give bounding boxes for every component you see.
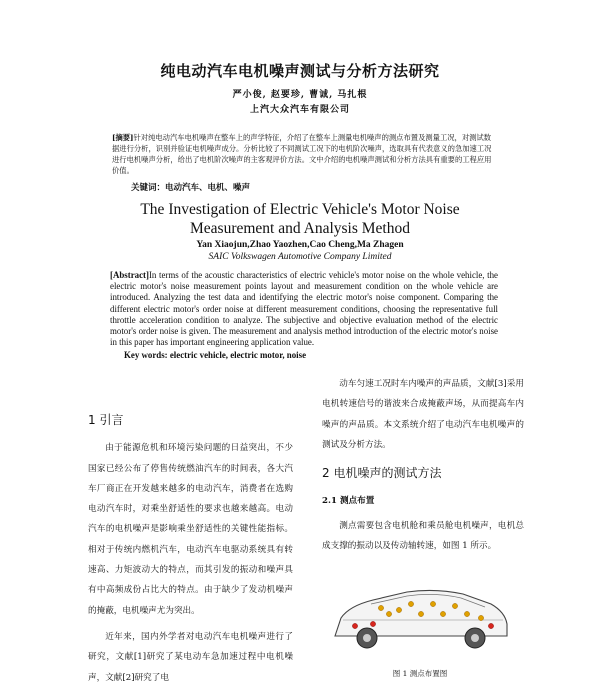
figure-1-caption: 图 1 测点布置图 — [392, 669, 448, 678]
section-1-heading: 1 引言 — [88, 413, 124, 427]
right-column-paragraph: 动车匀速工况时车内噪声的声品质，文献[3]采用电机转速信号的谐波来合成掩蔽声场，从而提高车内噪声的声品质。本文系统介绍了电动汽车电机噪声的测试及分析方法。 — [322, 379, 524, 450]
rear-wheel-hub — [471, 634, 479, 642]
chinese-abstract-text: 针对纯电动汽车电机噪声在整车上的声学特征，介绍了在整车上测量电机噪声的测点布置及测量工况，对测试数据进行分析，识别并验证电机噪声成分。分析比较了不同测试工况下的电机阶次噪声，选取具有代表意义的急加速工况进行电机噪声分析，给出了电机阶次噪声的主客观评价方法。文中介绍的电机噪声测试和分析方法具有重要的工程应用价值。 — [112, 133, 492, 175]
sensor-dot — [488, 623, 493, 628]
section-1-paragraph-2: 近年来，国内外学者对电动汽车电机噪声进行了研究，文献[1]研究了某电动车急加速过程中电机噪声，文献[2]研究了电 — [88, 631, 293, 683]
english-keywords: Key words: electric vehicle, electric motor, noise — [124, 350, 307, 360]
chinese-affiliation: 上汽大众汽车有限公司 — [249, 105, 350, 115]
chinese-title: 纯电动汽车电机噪声测试与分析方法研究 — [160, 62, 440, 80]
right-column — [322, 374, 524, 556]
chinese-authors: 严小俊, 赵要珍, 曹诚, 马扎根 — [232, 90, 368, 100]
left-column — [88, 402, 293, 688]
chinese-abstract-tag: [摘要] — [112, 133, 134, 142]
chinese-keywords: 关键词：电动汽车、电机、噪声 — [131, 183, 251, 193]
english-abstract-text: In terms of the acoustic characteristics of electric vehicle's motor noise on the whole vehicle, the electric motor's noise measurement points layout and measurement condition on the whole vehicle are introduced. Analyzing the test data and identifying the electric motor's noise component. Comparing the different electric motor's order noise at different measurement conditions, choosing the representative full throttle acceleration condition to analyze. The subjective and objective evaluation method of the electric motor's order noise is given. The measurement and analysis method introduction of the electric motor's noise in this paper has important engineering application value. — [110, 270, 498, 348]
sensor-dot — [418, 611, 423, 616]
sensor-dot — [430, 601, 435, 606]
sensor-dot — [396, 607, 401, 612]
sensor-dot — [386, 611, 391, 616]
section-2-1-paragraph: 测点需要包含电机舱和乘员舱电机噪声，电机总成支撑的振动以及传动轴转速，如图 1 所示。 — [322, 520, 524, 552]
sensor-dot — [440, 611, 445, 616]
english-title — [0, 200, 600, 238]
front-wheel-hub — [363, 634, 371, 642]
sensor-dot — [452, 603, 457, 608]
section-2-1-heading: 2.1 测点布置 — [322, 496, 375, 507]
sensor-dot — [464, 611, 469, 616]
sensor-dot — [370, 621, 375, 626]
figure-1-sensor-layout — [315, 574, 525, 666]
section-2-heading: 2 电机噪声的测试方法 — [322, 466, 442, 481]
sensor-dot — [408, 601, 413, 606]
sensor-dot — [478, 615, 483, 620]
section-1-paragraph-1: 由于能源危机和环境污染问题的日益突出，不少国家已经公布了停售传统燃油汽车的时间表，各大汽车厂商正在开发越来越多的电动汽车，消费者在选购电动汽车时，对乘坐舒适性的要求也越来越高。电动汽车的电机噪声是影响乘坐舒适性的关键性能指标。相对于传统内燃机汽车，电动汽车电驱动系统具有转速高、力矩波动大的特点，而其引发的振动和噪声具有中高频成份占比大的特点。由于缺少了发动机噪声的掩蔽，电机噪声尤为突出。 — [88, 443, 293, 616]
english-abstract — [110, 270, 498, 348]
english-abstract-tag: [Abstract] — [110, 270, 149, 280]
english-title-line1: The Investigation of Electric Vehicle's Motor Noise — [140, 201, 460, 218]
english-authors: Yan Xiaojun,Zhao Yaozhen,Cao Cheng,Ma Zhagen — [196, 240, 404, 250]
chinese-abstract — [112, 132, 492, 176]
sensor-dot — [378, 605, 383, 610]
english-title-line2: Measurement and Analysis Method — [190, 220, 410, 237]
sensor-dot — [352, 623, 357, 628]
english-affiliation: SAIC Volkswagen Automotive Company Limited — [208, 252, 392, 262]
